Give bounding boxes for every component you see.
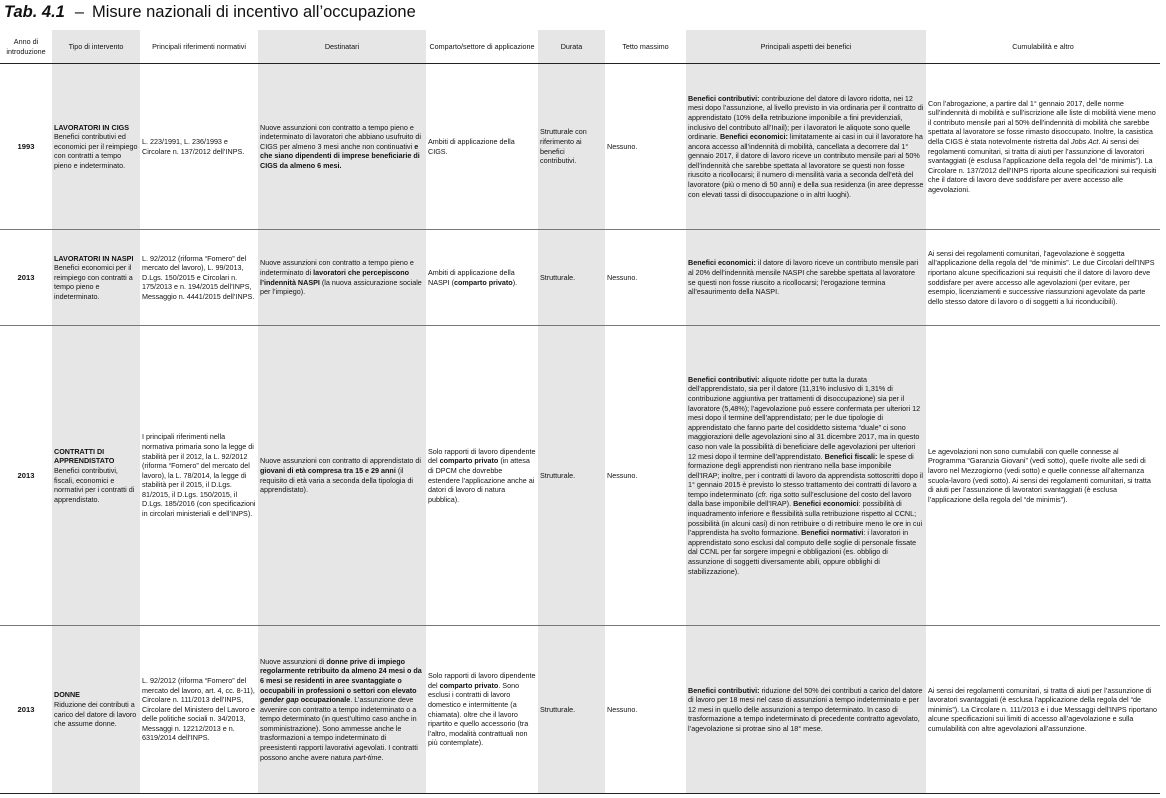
comparto-text: Ambiti di applicazione della NASPI ( — [428, 267, 515, 287]
benefici-label: Benefici contributivi: — [688, 93, 760, 103]
cell-tipo — [52, 230, 140, 326]
cell-durata: Strutturale. — [538, 230, 605, 326]
benefici-label: Benefici economici — [793, 499, 859, 509]
destinatari-bold: occupazionale — [300, 695, 351, 705]
table-row — [0, 230, 1160, 326]
cell-destinatari — [258, 326, 426, 626]
benefici-text: le spese di formazione degli apprendisti non rientrano nella base imponibile dell’IRAP; inoltre, per i contratti di lavoro da apprendista sottoscritti dopo il 1° gennaio 2015 è previsto lo stesso trattamento dei contratti di lavoro a tempo indeterminato ( — [688, 451, 923, 499]
benefici-label: Benefici contributivi: — [688, 685, 760, 695]
destinatari-text: . — [381, 752, 384, 762]
benefici-label: Benefici economici: — [688, 258, 756, 268]
cell-riferimenti: L. 223/1991, L. 236/1993 e Circolare n. 137/2012 dell’INPS. — [140, 64, 258, 230]
tipo-title: LAVORATORI IN NASPI — [54, 253, 134, 263]
comparto-text: ). — [512, 277, 518, 287]
destinatari-text: (la nuova assicurazione sociale per l’impiego). — [260, 277, 422, 297]
cell-benefici — [686, 326, 926, 626]
benefici-label: Benefici economici: — [719, 132, 788, 142]
cell-tipo — [52, 64, 140, 230]
benefici-label: Benefici contributivi: — [688, 374, 760, 384]
cell-comparto — [426, 230, 538, 326]
benefici-label: Benefici normativi — [801, 528, 864, 538]
cell-benefici — [686, 230, 926, 326]
comparto-text: . Sono esclusi i contratti di lavoro domestico e intermittente (a chiamata). oltre che il lavoro ripartito e quello accessorio (tra l’altro, modalità contrattuali non più contemplate). — [428, 680, 529, 748]
benefici-text: : i lavoratori in apprendistato sono esclusi dal computo delle soglie di personale fissate dal CCNL per far sorgere impegni e obbligazioni (es. obbligo di assunzione di soggetti diversamente abili, oppure obblighi di stabilizzazione). — [688, 528, 917, 576]
header-benefici: Principali aspetti dei benefici — [686, 30, 926, 64]
header-tetto: Tetto massimo — [605, 30, 686, 64]
tipo-text: Benefici contributivi ed economici per il reimpiego con contratti a tempo pieno e indeterminato. — [54, 132, 138, 170]
header-durata: Durata — [538, 30, 605, 64]
destinatari-bold-italic: gender gap — [260, 695, 299, 705]
cell-tipo — [52, 326, 140, 626]
cell-benefici — [686, 626, 926, 794]
cell-cumulabilita: Le agevolazioni non sono cumulabili con quelle connesse al Programma “Garanzia Giovani” (vedi sotto), quelle rivolte alle sedi di lavoro nel Mezzogiorno (vedi sotto) e quelle connesse all’alternanza scuola-lavoro (vedi sotto). Ai sensi dei regolamenti comunitari, si tratta di aiuti per l’assunzione di lavoratori svantaggiati (è esclusa l’applicazione della regola del “de minimis”). — [926, 326, 1160, 626]
cell-anno: 2013 — [0, 626, 52, 794]
table-row — [0, 64, 1160, 230]
cell-benefici — [686, 64, 926, 230]
cell-tipo — [52, 626, 140, 794]
header-cumulabilita: Cumulabilità e altro — [926, 30, 1160, 64]
cell-tetto: Nessuno. — [605, 326, 686, 626]
header-tipo: Tipo di intervento — [52, 30, 140, 64]
cell-anno: 2013 — [0, 326, 52, 626]
benefici-label: Benefici fiscali: — [824, 451, 878, 461]
cell-durata: Strutturale con riferimento ai benefici contributivi. — [538, 64, 605, 230]
table-title-text: Misure nazionali di incentivo all’occupazione — [92, 3, 416, 21]
destinatari-text: Nuove assunzioni di — [260, 656, 325, 666]
comparto-text: Solo rapporti di lavoro dipendente del — [428, 671, 536, 690]
cell-durata: Strutturale. — [538, 626, 605, 794]
comparto-bold: comparto privato — [439, 680, 499, 690]
cell-comparto: Ambiti di applicazione della CIGS. — [426, 64, 538, 230]
cell-comparto — [426, 326, 538, 626]
benefici-text: il datore di lavoro riceve un contributo mensile pari al 20% dell’indennità mensile NASPI che sarebbe spettata al lavoratore se questi non fosse riuscito a ricollocarsi; l’erogazione termina all’esaurimento della NASPI. — [688, 258, 919, 297]
cell-tetto: Nessuno. — [605, 64, 686, 230]
destinatari-text: Nuove assunzioni con contratto a tempo pieno e indeterminato di — [260, 258, 414, 277]
destinatari-text: Nuove assunzioni con contratto di apprendistato di — [260, 456, 422, 466]
benefici-italic: cfr. — [757, 489, 768, 499]
benefici-text: limitatamente ai casi in cui il lavoratore ha ancora accesso all’indennità di mobilità, cancellata a decorrere dal 1° gennaio 2017, il datore di lavoro riceve un contributo mensile pari al 50% dell’indennità che sarebbe spettata al lavoratore se questi non fosse riuscito a ricollocarsi; il numero di mensilità varia a seconda dell’età del lavoratore (più o meno di 50 anni) e della sua residenza (in aree depresse con elevati tassi di disoccupazione o in altri luoghi). — [688, 132, 924, 199]
tipo-text: Benefici economici per il reimpiego con contratti a tempo pieno e indeterminato. — [54, 263, 133, 301]
destinatari-bold: e che siano dipendenti di imprese beneficiarie di CIGS da almeno 6 mesi. — [260, 141, 420, 170]
cell-cumulabilita: Ai sensi dei regolamenti comunitari, l’agevolazione è soggetta all’applicazione della regola del “de minimis”. Le due Circolari dell’INPS riportano alcune specificazioni sui requisiti che il datore di lavoro deve soddisfare per avere accesso alle agevolazioni (per evitare, per esempio, licenziamenti e successive riassunzioni agevolate da parte dello stesso datore di lavoro o di soggetti a lui riconducibili). — [926, 230, 1160, 326]
destinatari-text: (il requisito di età varia a seconda della tipologia di apprendistato). — [260, 465, 414, 495]
header-row — [0, 30, 1160, 64]
cell-tetto: Nessuno. — [605, 230, 686, 326]
cell-tetto: Nessuno. — [605, 626, 686, 794]
table-number: Tab. 4.1 — [4, 3, 65, 21]
cell-riferimenti: I principali riferimenti nella normativa primaria sono la legge di stabilità per il 2012, la L. 92/2012 (riforma “Fornero” del mercato del lavoro), la L. 78/2014, la legge di stabilità per il 2015, il D.Lgs. 81/2015, il D.Lgs. 150/2015, il D.Lgs. 185/2016 (con specificazioni in circolari ministeriali e dell’INPS). — [140, 326, 258, 626]
cell-anno: 1993 — [0, 64, 52, 230]
comparto-bold: comparto privato — [453, 277, 513, 287]
header-destinatari: Destinatari — [258, 30, 426, 64]
table-row — [0, 626, 1160, 794]
cell-destinatari — [258, 64, 426, 230]
benefici-text: : possibilità di inquadramento inferiore e flessibilità sulla retribuzione rispetto al CCNL; possibilità (in alcuni casi) di non retribuire o di retribuire meno le ore in cui l’apprendista ha svolto formazione. — [688, 499, 923, 538]
cell-cumulabilita — [926, 64, 1160, 230]
cell-riferimenti: L. 92/2012 (riforma “Fornero” del mercato del lavoro), L. 99/2013, D.Lgs. 150/2015 e Circolari n. 175/2013 e n. 194/2015 dell’INPS, Messaggio n. 4441/2015 dell’INPS. — [140, 230, 258, 326]
cell-riferimenti: L. 92/2012 (riforma “Fornero” del mercato del lavoro, art. 4, cc. 8-11), Circolare n. 111/2013 dell’INPS, Circolare del Ministero del Lavoro e delle politiche sociali n. 34/2013, Messaggi n. 12212/2013 e n. 6319/2014 dell’INPS. — [140, 626, 258, 794]
destinatari-text: . L’assunzione deve avvenire con contratto a tempo indeterminato o a tempo determinato (in quest’ultimo caso anche in somministrazione). Sono ammesse anche le trasformazioni a tempo indeterminato di preesistenti rapporti lavorativi agevolati. I contratti possono anche avere natura — [260, 695, 418, 762]
benefici-text: riga sotto sull’esclusione del costo del lavoro dalla base imponibile dell’IRAP). — [688, 489, 912, 509]
destinatari-italic: part-time — [353, 752, 382, 762]
benefici-text: aliquote ridotte per tutta la durata dell’apprendistato, sia per il datore (11,31% inclusivo di 1,31% di contribuzione aggiuntiva per trattamenti di disoccupazione) sia per il lavoratore (5,48%); l’agevolazione può essere confermata per ulteriori 12 mesi dopo il termine dell’apprendistato; per le due tipologie di apprendistato che fanno parte del cosiddetto sistema “duale” ci sono maggiorazioni delle agevolazioni sino al 31 dicembre 2017, ma in questo caso non vale la possibilità di beneficiare delle agevolazioni per ulteriori 12 mesi dopo il termine dell’apprendistato. — [688, 374, 921, 461]
cell-comparto — [426, 626, 538, 794]
cell-destinatari — [258, 230, 426, 326]
cell-cumulabilita: Ai sensi dei regolamenti comunitari, si tratta di aiuti per l’assunzione di lavoratori svantaggiati (è esclusa l’applicazione della regola del “de minimis”). La Circolare n. 111/2013 e i due Messaggi dell’INPS riportano alcune specificazioni sui limiti di accesso all’agevolazione e sulla cumulabilità con altre agevolazioni all’assunzione. — [926, 626, 1160, 794]
comparto-text: (in attesa di DPCM che dovrebbe estendere l’applicazione anche ai datori di lavoro di natura pubblica). — [428, 456, 535, 504]
cumulabilita-italic: Jobs Act — [1071, 136, 1099, 146]
incentive-table — [0, 30, 1160, 794]
comparto-text: Solo rapporti di lavoro dipendente del — [428, 446, 536, 466]
table-row — [0, 326, 1160, 626]
header-anno: Anno di introduzione — [0, 30, 52, 64]
destinatari-bold: donne prive di impiego regolarmente retribuito da almeno 24 mesi o da 6 mesi se residenti in aree svantaggiate o occupabili in professioni o settori con elevato — [260, 656, 422, 695]
destinatari-bold: giovani di età compresa tra 15 e 29 anni — [260, 465, 396, 475]
tipo-title: LAVORATORI IN CIGS — [54, 122, 130, 132]
cumulabilita-text: Con l’abrogazione, a partire dal 1° gennaio 2017, delle norme sull’indennità di mobilità e sull’iscrizione alle liste di mobilità viene meno il contributo mensile pari al 50% dell’indennità di mobilità che sarebbe spettata al lavoratore se fosse rimasto disoccupato. Inoltre, la casistica della CIGS è stata notevolmente ristretta dal — [928, 98, 1156, 146]
tipo-text: Benefici contributivi, fiscali, economici e normativi per i contratti di apprendistato. — [54, 465, 135, 504]
table-title — [4, 2, 416, 24]
destinatari-text: Nuove assunzioni con contratto a tempo pieno e indeterminato di lavoratori che abbiano usufruito di CIGS per almeno 3 mesi anche non continuativi — [260, 122, 422, 151]
header-riferimenti: Principali riferimenti normativi — [140, 30, 258, 64]
destinatari-bold: lavoratori che percepiscono l’indennità NASPI — [260, 267, 410, 287]
title-dash: – — [74, 3, 85, 21]
tipo-title: CONTRATTI DI APPRENDISTATO — [54, 446, 115, 466]
cumulabilita-text: . Ai sensi dei regolamenti comunitari, si tratta di aiuti per l’assunzione di lavoratori svantaggiati (è esclusa l’applicazione della regola del “de minimis”). La Circolare n. 137/2012 dell’INPS riporta alcune specificazioni sui requisiti che il datore di lavoro deve soddisfare per avere accesso alle agevolazioni. — [928, 136, 1157, 194]
cell-durata: Strutturale. — [538, 326, 605, 626]
tipo-title: DONNE — [54, 690, 80, 700]
comparto-bold: comparto privato — [439, 456, 499, 466]
header-comparto: Comparto/settore di applicazione — [426, 30, 538, 64]
cell-destinatari — [258, 626, 426, 794]
cell-anno: 2013 — [0, 230, 52, 326]
benefici-text: contribuzione del datore di lavoro ridotta, nei 12 mesi dopo l’assunzione, al livello previsto in via ordinaria per il contratto di apprendistato (10% della retribuzione imponibile a fini previdenziali, inclusivo del contributo all’Inail); per i lavoratori le aliquote sono quelle ordinarie. — [688, 93, 924, 142]
benefici-text: riduzione del 50% dei contributi a carico del datore di lavoro per 18 mesi nel caso di assunzioni a tempo indeterminato e per 12 mesi in quello delle assunzioni a tempo determinato. In caso di trasformazione a tempo indeterminato di precedente contratto agevolato, l’agevolazione si protrae sino al 18° mese. — [688, 685, 923, 733]
tipo-text: Riduzione dei contributi a carico del datore di lavoro che assume donne. — [54, 699, 137, 729]
